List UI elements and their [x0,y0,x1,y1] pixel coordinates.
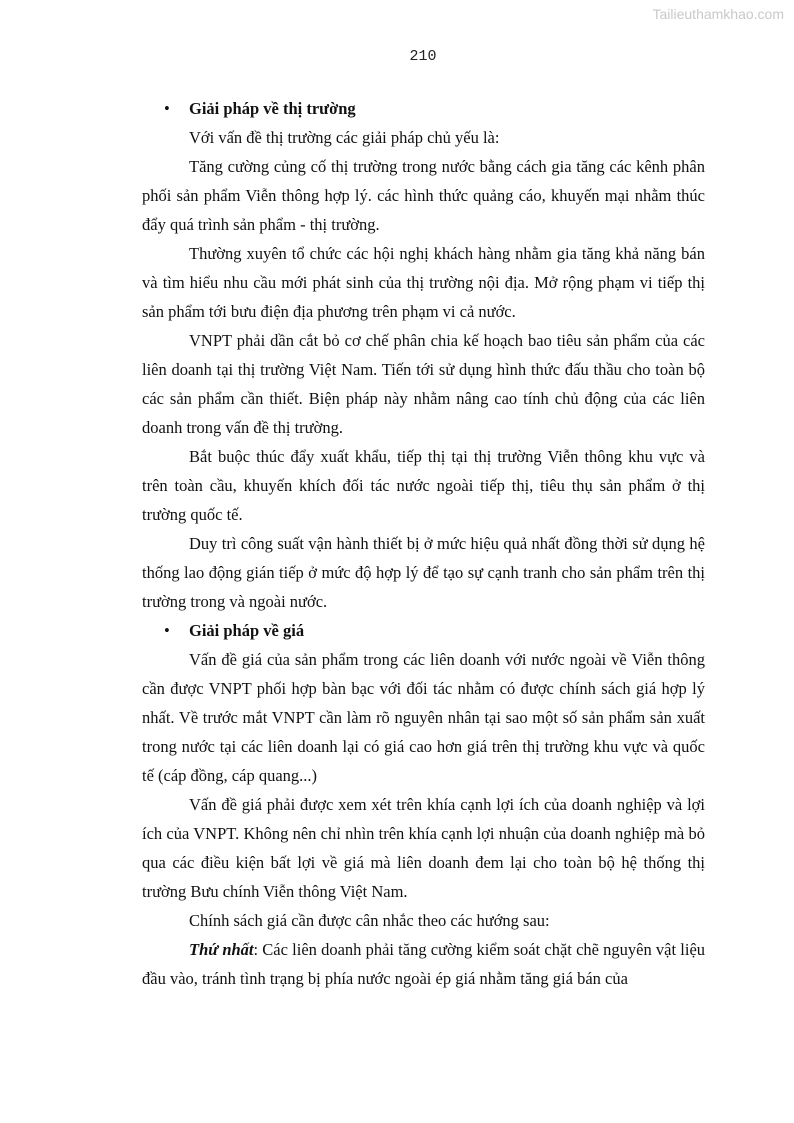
section-heading-market [142,94,705,123]
paragraph: Thường xuyên tổ chức các hội nghị khách hàng nhằm gia tăng khả năng bán và tìm hiểu nhu cầu mới phát sinh của thị trường nội địa. Mở rộng phạm vi tiếp thị sản phẩm tới bưu điện địa phương trên phạm vi cả nước. [142,244,705,321]
paragraph-text: : Các liên doanh phải tăng cường kiểm soát chặt chẽ nguyên vật liệu đầu vào, tránh tình trạng bị phía nước ngoài ép giá nhằm tăng giá bán của [142,940,706,988]
paragraph: Vấn đề giá phải được xem xét trên khía cạnh lợi ích của doanh nghiệp và lợi ích của VNPT. Không nên chỉ nhìn trên khía cạnh lợi nhuận của doanh nghiệp mà bỏ qua các điều kiện bất lợi về giá mà liên doanh đem lại cho toàn bộ hệ thống thị trường Bưu chính Viễn thông Việt Nam. [142,795,705,901]
bullet-icon: • [164,621,170,640]
paragraph: VNPT phải dần cắt bỏ cơ chế phân chia kế hoạch bao tiêu sản phẩm của các liên doanh tại thị trường Việt Nam. Tiến tới sử dụng hình thức đấu thầu cho toàn bộ các sản phẩm cần thiết. Biện pháp này nhằm nâng cao tính chủ động của các liên doanh trong vấn đề thị trường. [142,331,705,437]
paragraph: Với vấn đề thị trường các giải pháp chủ yếu là: [189,128,500,147]
bullet-icon: • [164,99,170,118]
paragraph: Bắt buộc thúc đẩy xuất khẩu, tiếp thị tại thị trường Viễn thông khu vực và trên toàn cầu, khuyến khích đối tác nước ngoài tiếp thị, tiêu thụ sản phẩm ở thị trường quốc tế. [142,447,705,524]
document-body [142,94,705,993]
page-number: 210 [409,48,437,65]
paragraph: Chính sách giá cần được cân nhắc theo các hướng sau: [189,911,550,930]
emphasis-lead: Thứ nhất [189,940,254,959]
paragraph [142,935,705,993]
watermark: Tailieuthamkhao.com [652,6,784,22]
heading-text: Giải pháp về thị trường [189,99,356,118]
paragraph: Vấn đề giá của sản phẩm trong các liên doanh với nước ngoài về Viễn thông cần được VNPT phối hợp bàn bạc với đối tác nhằm có được chính sách giá hợp lý nhất. Về trước mắt VNPT cần làm rõ nguyên nhân tại sao một số sản phẩm sản xuất trong nước tại các liên doanh lại có giá cao hơn giá trên thị trường khu vực và quốc tế (cáp đồng, cáp quang...) [142,650,705,785]
section-heading-price [142,616,705,645]
paragraph: Duy trì công suất vận hành thiết bị ở mức hiệu quả nhất đồng thời sử dụng hệ thống lao động gián tiếp ở mức độ hợp lý để tạo sự cạnh tranh cho sản phẩm trên thị trường trong và ngoài nước. [142,534,705,611]
heading-text: Giải pháp về giá [189,621,305,640]
paragraph: Tăng cường củng cố thị trường trong nước bằng cách gia tăng các kênh phân phối sản phẩm Viễn thông hợp lý. các hình thức quảng cáo, khuyến mại nhằm thúc đẩy quá trình sản phẩm - thị trường. [142,157,705,234]
